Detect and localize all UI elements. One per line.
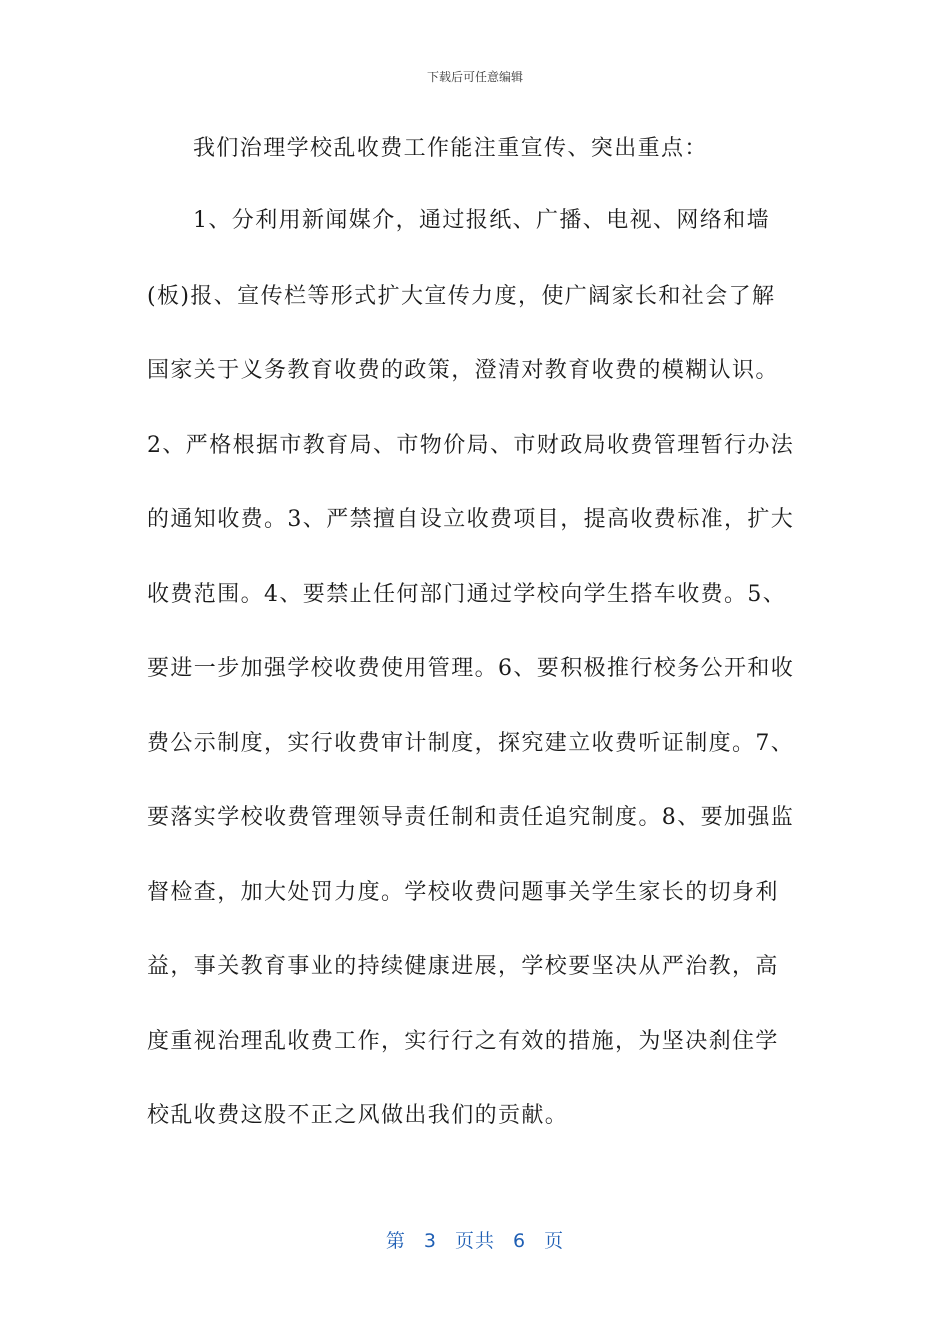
footer-prefix: 第	[385, 1230, 406, 1252]
body-line-1: 我们治理学校乱收费工作能注重宣传、突出重点：	[193, 136, 708, 161]
body-line-4: 国家关于义务教育收费的政策，澄清对教育收费的模糊认识。	[147, 358, 779, 383]
footer-suffix: 页	[544, 1230, 565, 1252]
footer-middle: 页共	[454, 1230, 495, 1252]
body-line-13: 度重视治理乱收费工作，实行行之有效的措施，为坚决刹住学	[147, 1029, 779, 1054]
body-line-10: 要落实学校收费管理领导责任制和责任追究制度。8、要加强监	[147, 805, 795, 830]
footer-current-page: 3	[423, 1230, 437, 1252]
body-line-11: 督检查，加大处罚力度。学校收费问题事关学生家长的切身利	[147, 880, 779, 905]
header-note: 下载后可任意编辑	[426, 70, 523, 84]
page-footer	[0, 1226, 950, 1253]
body-line-7: 收费范围。4、要禁止任何部门通过学校向学生搭车收费。5、	[147, 582, 787, 607]
body-line-9: 费公示制度，实行收费审计制度，探究建立收费听证制度。7、	[147, 731, 795, 756]
body-line-2: 1、分利用新闻媒介，通过报纸、广播、电视、网络和墙	[193, 208, 770, 233]
footer-total-pages: 6	[513, 1230, 527, 1252]
body-line-14: 校乱收费这股不正之风做出我们的贡献。	[147, 1103, 569, 1128]
body-line-6: 的通知收费。3、严禁擅自设立收费项目，提高收费标准，扩大	[147, 507, 795, 532]
body-line-8: 要进一步加强学校收费使用管理。6、要积极推行校务公开和收	[147, 656, 795, 681]
body-line-3: (板)报、宣传栏等形式扩大宣传力度，使广阔家长和社会了解	[147, 284, 776, 309]
body-line-5: 2、严格根据市教育局、市物价局、市财政局收费管理暂行办法	[147, 433, 795, 458]
body-line-12: 益，事关教育事业的持续健康进展，学校要坚决从严治教，高	[147, 954, 779, 979]
